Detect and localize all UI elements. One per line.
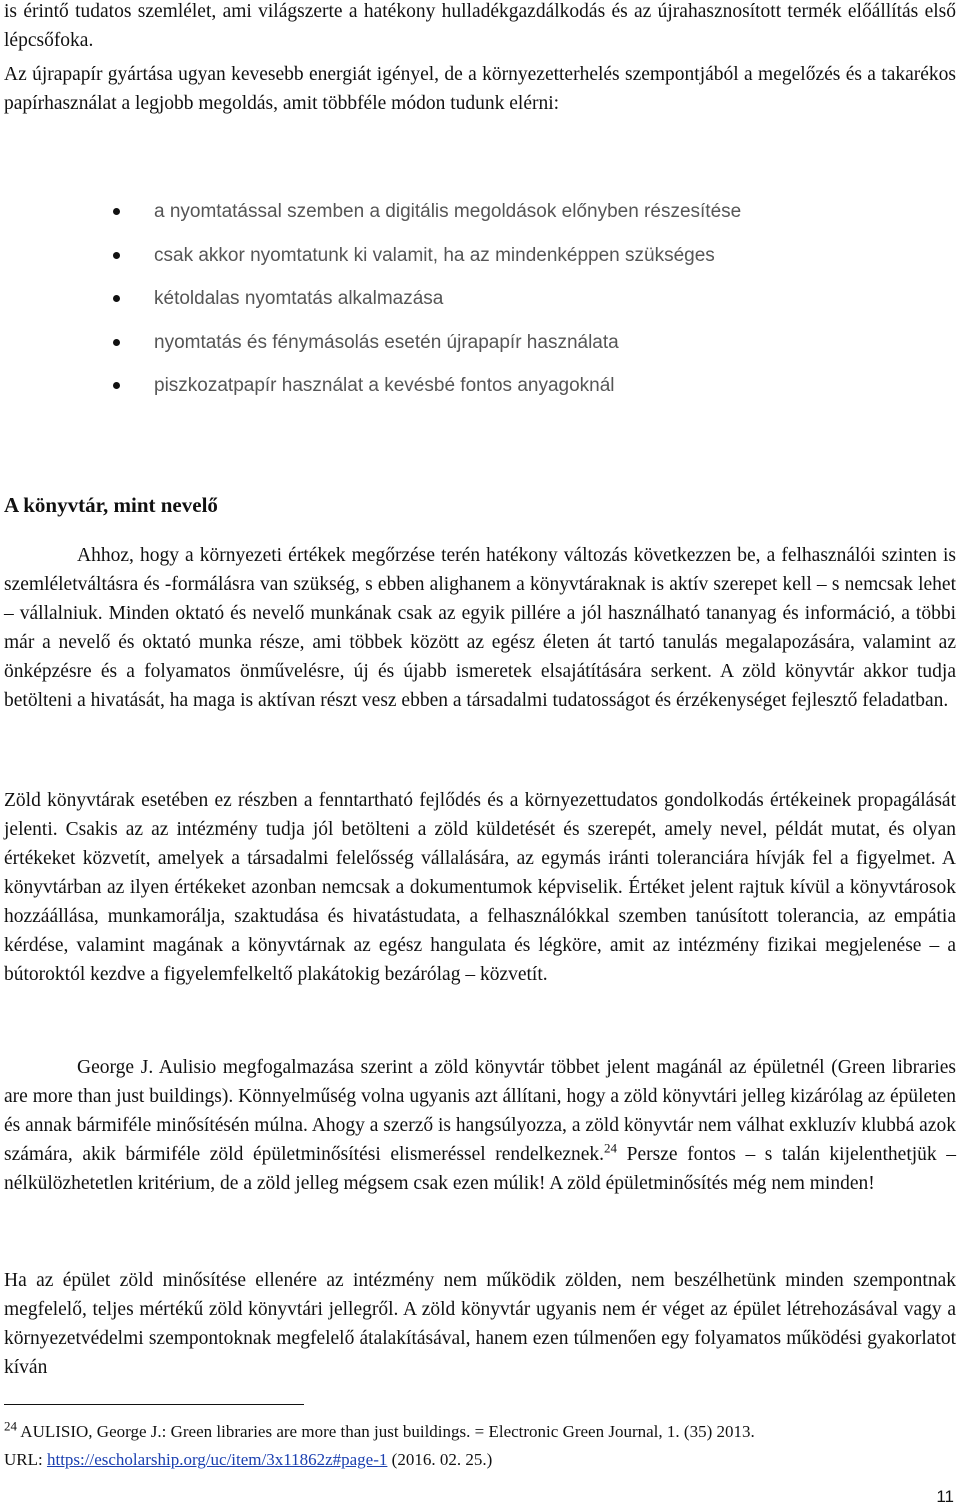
list-item: piszkozatpapír használat a kevésbé fontos anyagoknál — [112, 371, 912, 415]
bullet-icon — [113, 295, 120, 302]
section-paragraph-2: Zöld könyvtárak esetében ez részben a fenntartható fejlődés és a környezettudatos gondolkodás értékeinek propagálását jelenti. Csakis az az intézmény tudja jól betölteni a zöld küldetését és szerepét, amely nevel, példát mutat, és olyan értékeket közvetít, amelyek a társadalmi felelősség vállalására, az egymás iránti toleranciára hívják fel a figyelmet. A könyvtárban az ilyen értékeket azonban nemcsak a dokumentumok képviselik. Értéket jelent rajtuk kívül a könyvtárosok hozzáállása, munkamorálja, szaktudása és hivatástudata, a felhasználókkal szemben tanúsított tolerancia, az empátia kérdése, valamint magának a könyvtárnak az egész hangulata és légköre, amit az intézmény fizikai megjelenése – a bútoroktól kezdve a figyelemfelkeltő plakátokig bezárólag – közvetít. — [4, 790, 956, 985]
section-paragraph-1: Ahhoz, hogy a környezeti értékek megőrzése terén hatékony változás következzen be, a felhasználói szinten is szemléletváltásra és -formálásra van szükség, s ebben alighanem a könyvtáraknak is aktív szerepet kell – s nemcsak lehet – vállalniuk. Minden oktató és nevelő munkának csak az egyik pillére a jól használható tananyag és információ, a többi már a nevelő és oktató munka része, ami többek között az egész életen át tartó tanulás megalapozására, valamint az önképzésre és a folyamatos önművelésre, új és újabb ismeretek elsajátítására serkent. A zöld könyvtár akkor tudja betölteni a hivatását, ha maga is aktívan részt vesz ebben a társadalmi tudatosságot és érzékenységet fejlesztő feladatban. — [4, 545, 956, 711]
intro-paragraph-2: Az újrapapír gyártása ugyan kevesebb energiát igényel, de a környezetterhelés szempontjából a megelőzés és a takarékos papírhasználat a legjobb megoldás, amit többféle módon tudunk elérni: — [4, 64, 956, 114]
page-number: 11 — [936, 1487, 954, 1506]
footnote-number: 24 — [4, 1418, 17, 1434]
list-item: csak akkor nyomtatunk ki valamit, ha az mindenképpen szükséges — [112, 241, 912, 285]
list-item: a nyomtatással szemben a digitális megoldások előnyben részesítése — [112, 197, 912, 241]
bullet-icon — [113, 339, 120, 346]
bullet-icon — [113, 252, 120, 259]
list-item: nyomtatás és fénymásolás esetén újrapapír használata — [112, 328, 912, 372]
footnote-link[interactable]: https://escholarship.org/uc/item/3x11862z#page-1 — [46, 1450, 388, 1469]
section-paragraph-4: Ha az épület zöld minősítése ellenére az intézmény nem működik zölden, nem beszélhetünk minden szempontnak megfelelő, teljes mértékű zöld könyvtári jellegről. A zöld könyvtár ugyanis nem ér véget az épület létrehozásával vagy a környezetvédelmi szempontoknak megfelelő átalakításával, hanem ezen túlmenően egy folyamatos működési gyakorlatot kíván — [4, 1270, 956, 1378]
bullet-icon — [113, 208, 120, 215]
section-heading: A könyvtár, mint nevelő — [4, 493, 218, 517]
section-paragraph-3: George J. Aulisio megfogalmazása szerint a zöld könyvtár többet jelent magánál az épületnél (Green libraries are more than just buildings). Könnyelműség volna ugyanis azt állítani, hogy a zöld könyvtári jelleg kizárólag az épületen és annak bármiféle minősítésén múlna. Ahogy a szerző is hangsúlyozza, a zöld könyvtár nem válhat exkluzív klubbá azok számára, akik bármiféle zöld épületminősítési elismeréssel rendelkeznek.$^{24}$ Persze fontos – s talán kijelenthetjük – nélkülözhetetlen kritérium, de a zöld jelleg mégsem csak ezen múlik! A zöld épületminősítés még nem minden! — [4, 1057, 956, 1194]
footnote-reference[interactable]: 24 — [604, 1140, 618, 1156]
footnote-divider — [4, 1404, 304, 1405]
footnote: $^{24}$ AULISIO, George J.: Green libraries are more than just buildings. = Electronic Green Journal, 1. (35) 2013. URL: https://escholarship.org/uc/item/3x11862z#page-1 (2016. 02. 25.) — [4, 1418, 755, 1469]
intro-paragraph-1: is érintő tudatos szemlélet, ami világszerte a hatékony hulladékgazdálkodás és az újrahasznosított termék előállítás első lépcsőfoka. — [4, 1, 956, 51]
list-item: kétoldalas nyomtatás alkalmazása — [112, 284, 912, 328]
bullet-list — [112, 197, 912, 415]
bullet-icon — [113, 382, 120, 389]
